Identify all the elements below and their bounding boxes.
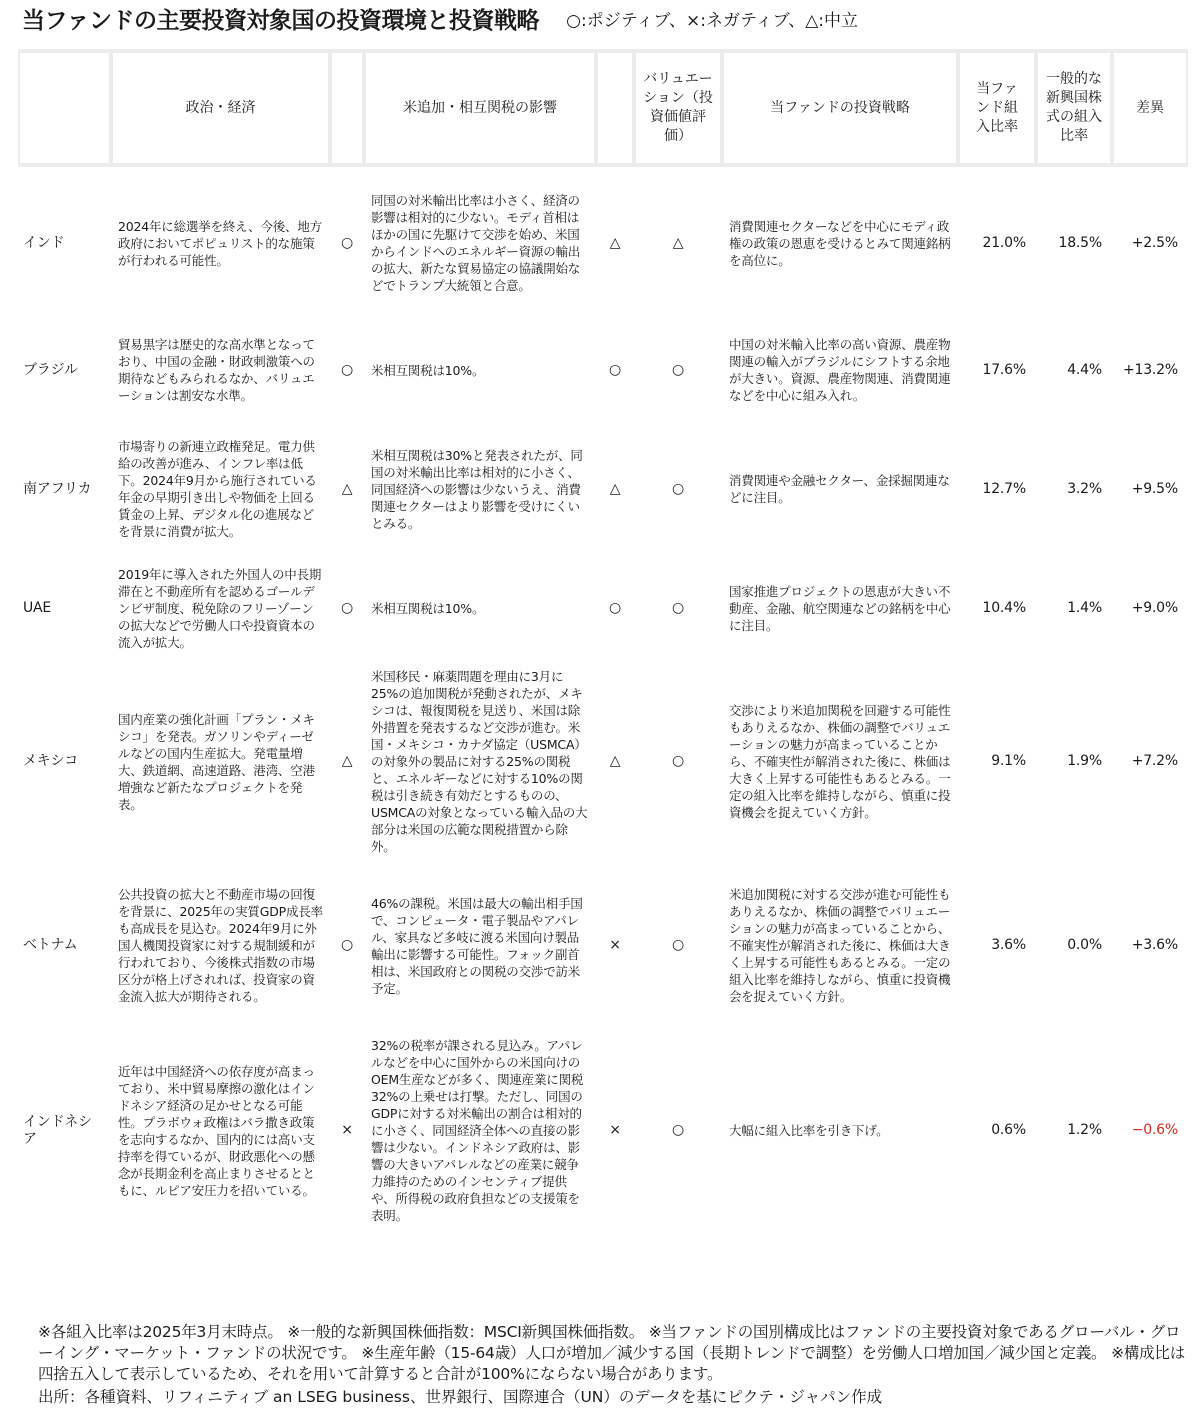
tariff-mark-cell: △ xyxy=(596,167,634,319)
diff-cell: +2.5% xyxy=(1112,167,1188,319)
politics-mark-cell: △ xyxy=(330,660,364,863)
politics-mark-cell: × xyxy=(330,1028,364,1233)
strategy-cell: 消費関連や金融セクター、金採掘関連などに注目。 xyxy=(722,421,958,557)
page-title: 当ファンドの主要投資対象国の投資環境と投資戦略 xyxy=(22,8,540,34)
tariff-cell: 米国移民・麻薬問題を理由に3月に25%の追加関税が発動されたが、メキシコは、報復関税を見送り、米国は除外措置を発表するなど交渉が進む。米国・メキシコ・カナダ協定（USMCA）の対象外の製品に対する25%の関税と、エネルギーなどに対する10%の関税は引き続き有効だとするものの、USMCAの対象となっている輸入品の大部分は米国の広範な関税措置から除外。 xyxy=(364,660,596,863)
diff-cell: +7.2% xyxy=(1112,660,1188,863)
table-body xyxy=(18,167,1188,1233)
fund-weight-cell: 9.1% xyxy=(958,660,1036,863)
politics-cell: 2019年に導入された外国人の中長期滞在と不動産所有を認めるゴールデンビザ制度、税免除のフリーゾーンの拡大などで労働人口や投資資本の流入が拡大。 xyxy=(111,557,330,660)
tariff-cell: 米相互関税は10%。 xyxy=(364,319,596,421)
title-row xyxy=(22,2,1192,38)
tariff-mark-cell: △ xyxy=(596,421,634,557)
country-cell: UAE xyxy=(18,557,111,660)
valuation-cell: ○ xyxy=(634,319,722,421)
country-cell: インドネシア xyxy=(18,1028,111,1233)
strategy-cell: 国家推進プロジェクトの恩恵が大きい不動産、金融、航空関連などの銘柄を中心に注目。 xyxy=(722,557,958,660)
tariff-cell: 同国の対米輸出比率は小さく、経済の影響は相対的に少ない。モディ首相はほかの国に先駆けて交渉を始め、米国からインドへのエネルギー資源の輸出の拡大、新たな貿易協定の協議開始などでトランプ大統領と合意。 xyxy=(364,167,596,319)
header-fund-weight: 当ファンド組入比率 xyxy=(958,49,1036,167)
diff-cell: +9.0% xyxy=(1112,557,1188,660)
valuation-cell: ○ xyxy=(634,557,722,660)
benchmark-weight-cell: 1.4% xyxy=(1036,557,1112,660)
benchmark-weight-cell: 3.2% xyxy=(1036,421,1112,557)
country-cell: 南アフリカ xyxy=(18,421,111,557)
politics-mark-cell: △ xyxy=(330,421,364,557)
strategy-cell: 大幅に組入比率を引き下げ。 xyxy=(722,1028,958,1233)
country-cell: メキシコ xyxy=(18,660,111,863)
table-row xyxy=(18,319,1188,421)
header-strategy: 当ファンドの投資戦略 xyxy=(722,49,958,167)
benchmark-weight-cell: 4.4% xyxy=(1036,319,1112,421)
fund-weight-cell: 3.6% xyxy=(958,863,1036,1028)
politics-mark-cell: ○ xyxy=(330,557,364,660)
table-row xyxy=(18,557,1188,660)
valuation-cell: ○ xyxy=(634,863,722,1028)
valuation-cell: ○ xyxy=(634,421,722,557)
tariff-cell: 米相互関税は10%。 xyxy=(364,557,596,660)
tariff-mark-cell: × xyxy=(596,1028,634,1233)
header-benchmark-weight: 一般的な新興国株式の組入比率 xyxy=(1036,49,1112,167)
table-row xyxy=(18,660,1188,863)
header-tariff: 米追加・相互関税の影響 xyxy=(364,49,596,167)
tariff-cell: 米相互関税は30%と発表されたが、同国の対米輸出比率は相対的に小さく、同国経済への影響は少ないうえ、消費関連セクターはより影響を受けにくいとみる。 xyxy=(364,421,596,557)
fund-weight-cell: 10.4% xyxy=(958,557,1036,660)
header-tariff-mark xyxy=(596,49,634,167)
header-country xyxy=(18,49,111,167)
strategy-cell: 交渉により米追加関税を回避する可能性もありえるなか、株価の調整でバリュエーションの魅力が高まっていることから、不確実性が解消された後に、株価は大きく上昇する可能性もあるとみる。一定の組入比率を維持しながら、慎重に投資機会を捉えていく方針。 xyxy=(722,660,958,863)
tariff-cell: 46%の課税。米国は最大の輸出相手国で、コンピュータ・電子製品やアパレル、家具など多岐に渡る米国向け製品輸出に影響する可能性。フォック副首相は、米国政府との関税の交渉で訪米予定。 xyxy=(364,863,596,1028)
strategy-cell: 中国の対米輸入比率の高い資源、農産物関連の輸入がブラジルにシフトする余地が大きい。資源、農産物関連、消費関連などを中心に組み入れ。 xyxy=(722,319,958,421)
table-row xyxy=(18,863,1188,1028)
diff-cell: +9.5% xyxy=(1112,421,1188,557)
tariff-mark-cell: △ xyxy=(596,660,634,863)
politics-cell: 貿易黒字は歴史的な高水準となっており、中国の金融・財政刺激策への期待などもみられるなか、バリュエーションは割安な水準。 xyxy=(111,319,330,421)
legend: ○:ポジティブ、×:ネガティブ、△:中立 xyxy=(566,11,859,31)
header-politics: 政治・経済 xyxy=(111,49,330,167)
benchmark-weight-cell: 0.0% xyxy=(1036,863,1112,1028)
diff-cell: −0.6% xyxy=(1112,1028,1188,1233)
header-row xyxy=(18,49,1188,167)
diff-cell: +3.6% xyxy=(1112,863,1188,1028)
strategy-cell: 消費関連セクターなどを中心にモディ政権の政策の恩恵を受けるとみて関連銘柄を高位に。 xyxy=(722,167,958,319)
politics-mark-cell: ○ xyxy=(330,167,364,319)
diff-cell: +13.2% xyxy=(1112,319,1188,421)
benchmark-weight-cell: 18.5% xyxy=(1036,167,1112,319)
politics-mark-cell: ○ xyxy=(330,863,364,1028)
valuation-cell: △ xyxy=(634,167,722,319)
tariff-cell: 32%の税率が課される見込み。アパレルなどを中心に国外からの米国向けのOEM生産などが多く、関連産業に関税32%の上乗せは打撃。ただし、同国のGDPに対する対米輸出の割合は相対的に小さく、同国経済全体への直接の影響は少ない。インドネシア政府は、影響の大きいアパレルなどの産業に競争力維持のためのインセンティブ提供や、所得税の政府負担などの支援策を表明。 xyxy=(364,1028,596,1233)
tariff-mark-cell: ○ xyxy=(596,319,634,421)
benchmark-weight-cell: 1.2% xyxy=(1036,1028,1112,1233)
fund-weight-cell: 12.7% xyxy=(958,421,1036,557)
table-row xyxy=(18,167,1188,319)
table-row xyxy=(18,1028,1188,1233)
fund-weight-cell: 21.0% xyxy=(958,167,1036,319)
valuation-cell: ○ xyxy=(634,660,722,863)
valuation-cell: ○ xyxy=(634,1028,722,1233)
strategy-cell: 米追加関税に対する交渉が進む可能性もありえるなか、株価の調整でバリュエーションの魅力が高まっていることから、不確実性が解消された後に、株価は大きく上昇する可能性もあるとみる。一定の組入比率を維持しながら、慎重に投資機会を捉えていく方針。 xyxy=(722,863,958,1028)
strategy-table xyxy=(18,49,1188,1233)
politics-cell: 国内産業の強化計画「プラン・メキシコ」を発表。ガソリンやディーゼルなどの国内生産拡大。発電量増大、鉄道網、高速道路、港湾、空港増強など新たなプロジェクトを発表。 xyxy=(111,660,330,863)
benchmark-weight-cell: 1.9% xyxy=(1036,660,1112,863)
country-cell: ベトナム xyxy=(18,863,111,1028)
tariff-mark-cell: × xyxy=(596,863,634,1028)
politics-mark-cell: ○ xyxy=(330,319,364,421)
politics-cell: 近年は中国経済への依存度が高まっており、米中貿易摩擦の激化はインドネシア経済の足かせとなる可能性。プラボウォ政権はバラ撒き政策を志向するなか、国内的には高い支持率を得ているが、財政悪化への懸念が長期金利を高止まりさせるとともに、ルピア安圧力を招いている。 xyxy=(111,1028,330,1233)
politics-cell: 公共投資の拡大と不動産市場の回復を背景に、2025年の実質GDP成長率も高成長を見込む。2024年9月に外国人機関投資家に対する規制緩和が行われており、今後株式指数の市場区分が格上げされれば、投資家の資金流入拡大が期待される。 xyxy=(111,863,330,1028)
politics-cell: 2024年に総選挙を終え、今後、地方政府においてポピュリスト的な施策が行われる可能性。 xyxy=(111,167,330,319)
fund-weight-cell: 0.6% xyxy=(958,1028,1036,1233)
table-row xyxy=(18,421,1188,557)
header-politics-mark xyxy=(330,49,364,167)
header-diff: 差異 xyxy=(1112,49,1188,167)
country-cell: ブラジル xyxy=(18,319,111,421)
politics-cell: 市場寄りの新連立政権発足。電力供給の改善が進み、インフレ率は低下。2024年9月から施行されている年金の早期引き出しや物価を上回る賃金の上昇、デジタル化の進展などを背景に消費が拡大。 xyxy=(111,421,330,557)
footnotes: ※各組入比率は2025年3月末時点。 ※一般的な新興国株価指数：MSCI新興国株価指数。 ※当ファンドの国別構成比はファンドの主要投資対象であるグローバル・グローイング・マーケット・ファンドの状況です。 ※生産年齢（15-64歳）人口が増加／減少する国（長期トレンドで調整）を労働人口増加国／減少国と定義。 ※構成比は四捨五入して表示しているため、それを用いて計算すると合計が100%にならない場合があります。 xyxy=(38,1323,1186,1383)
tariff-mark-cell: ○ xyxy=(596,557,634,660)
source-note: 出所：各種資料、リフィニティブ an LSEG business、世界銀行、国際連合（UN）のデータを基にピクテ・ジャパン作成 xyxy=(38,1388,883,1406)
country-cell: インド xyxy=(18,167,111,319)
header-valuation: バリュエーション（投資価値評価） xyxy=(634,49,722,167)
fund-weight-cell: 17.6% xyxy=(958,319,1036,421)
